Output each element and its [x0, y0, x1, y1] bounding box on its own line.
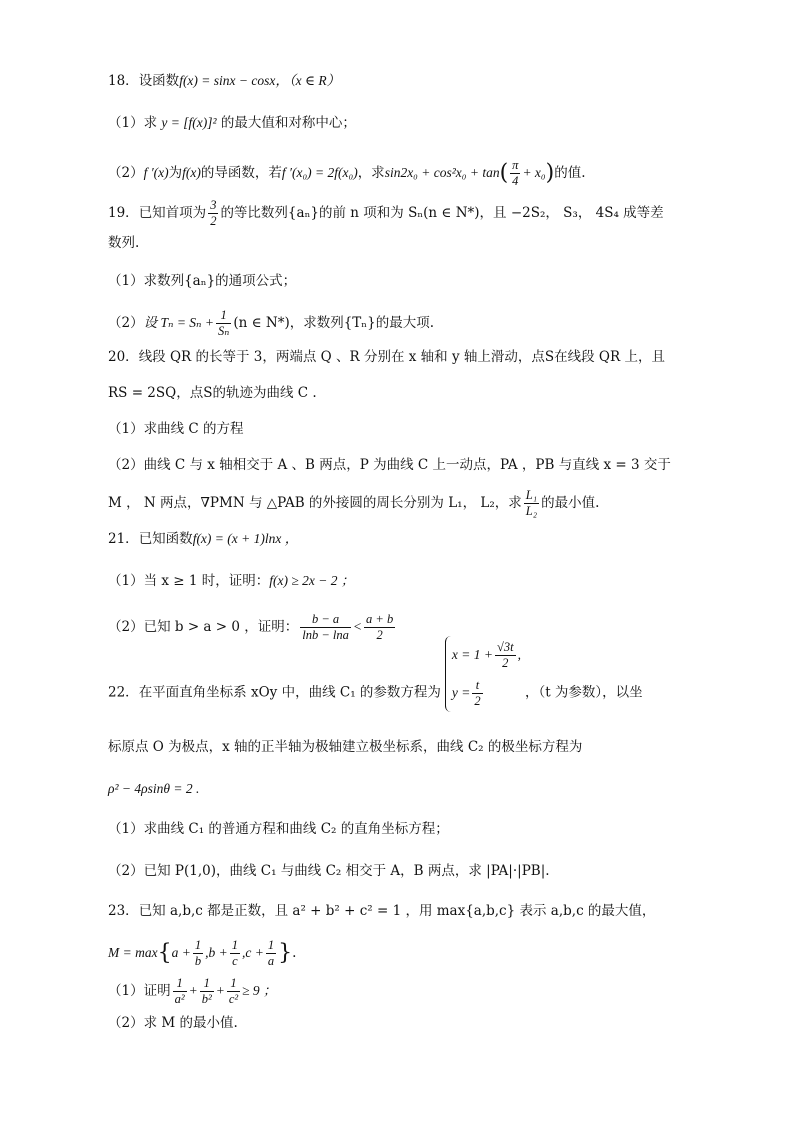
q23-part1-frac1-numerator: 1	[173, 976, 187, 992]
q22-row2-fraction	[472, 678, 482, 709]
q18-part1-text: 求	[143, 115, 158, 131]
q18-pi-denominator: 4	[512, 174, 519, 188]
q19-part1	[108, 270, 296, 292]
q23-part2-number: （2）	[108, 1015, 144, 1031]
q18-part2-text3: ，求	[357, 165, 385, 181]
q21-fraction-left-numerator: b − a	[300, 612, 351, 628]
q19-part2-text1: 设 Tₙ = Sₙ +	[143, 315, 215, 330]
q21-fraction-left	[300, 612, 351, 643]
q22-parametric-system	[445, 636, 521, 712]
q20-number: 20．	[108, 349, 139, 365]
q23-part2	[108, 1012, 238, 1034]
q22-row1-pre: x = 1 +	[451, 647, 493, 662]
q21-part1-math: f(x) ≥ 2x − 2 ；	[269, 573, 355, 588]
q23-part1-frac3-denominator: c²	[228, 992, 239, 1006]
q19-part1-text: 求数列{aₙ}的通项公式；	[143, 273, 297, 289]
q18-part1-number: （1）	[108, 115, 144, 131]
q22-part1	[108, 818, 449, 840]
q23-part2-text: 求 M 的最小值.	[143, 1015, 238, 1031]
q21-part2-text: 已知 b > a > 0 ，证明：	[143, 619, 299, 635]
q23-part1-frac2-numerator: 1	[200, 976, 214, 992]
q22-part2	[108, 860, 550, 882]
q20-stem-text2: RS = 2SQ，点S的轨迹为曲线 C .	[108, 385, 317, 401]
q18-part2-math4: sin2x₀ + cos²x₀ + tan	[384, 165, 500, 180]
q23-plus-1: +	[188, 983, 198, 998]
q22-system-row1	[452, 636, 521, 674]
q21-part1-text: 当 x ≥ 1 时，证明：	[143, 573, 270, 589]
q22-stem-cont	[108, 736, 582, 758]
q21-part2-number: （2）	[108, 619, 144, 635]
q20-part2	[108, 454, 671, 476]
q23-stem	[108, 900, 655, 922]
q19-part2-number: （2）	[108, 315, 144, 331]
q23-left-brace: {	[157, 940, 172, 966]
q23-part1-frac3-numerator: 1	[227, 976, 240, 992]
q18-part2-math5: + x₀	[522, 165, 546, 180]
q18-number: 18．	[108, 73, 139, 89]
q18-part1-post: 的最大值和对称中心；	[220, 115, 356, 131]
q19-part2	[108, 308, 435, 338]
q21-part1	[108, 570, 354, 592]
q22-stem-text2: ，（t 为参数），以坐	[524, 684, 643, 701]
q23-frac-a-denominator: a	[267, 954, 275, 968]
q23-term-b: ,b +	[205, 945, 228, 960]
q20-part1-text: 求曲线 C 的方程	[143, 421, 244, 437]
q22-part2-text: 已知 P(1,0)，曲线 C₁ 与曲线 C₂ 相交于 A，B 两点，求 |PA|·|PB|.	[143, 863, 550, 879]
q23-frac-b	[193, 938, 203, 969]
q23-part1-frac2	[200, 976, 214, 1007]
q18-part2	[108, 158, 586, 188]
q23-plus-2: +	[215, 983, 225, 998]
q20-part2-text3: 的最小值.	[541, 495, 600, 511]
q22-row2-pre: y =	[451, 685, 471, 700]
q20-part1	[108, 418, 244, 440]
q21-number: 21．	[108, 531, 139, 547]
q21-stem-math: f(x) = (x + 1)lnx ，	[192, 531, 299, 546]
q22-row1-fraction	[495, 640, 516, 671]
q19-stem-text3: 数列.	[108, 235, 140, 251]
q21-fraction-right	[364, 612, 395, 643]
q20-ratio-numerator: L₁	[525, 488, 538, 502]
q18-right-paren: )	[545, 160, 555, 186]
q20-stem-cont	[108, 382, 317, 404]
q22-row2-denominator: 2	[474, 693, 481, 708]
q19-part2-fraction	[216, 308, 231, 339]
q22-number: 22．	[108, 684, 139, 701]
q22-row1-numerator: √3t	[497, 639, 514, 654]
q18-part2-number: （2）	[108, 165, 144, 181]
q19-number: 19．	[108, 205, 139, 221]
q23-term-a: a +	[171, 945, 191, 960]
q20-part2-number: （2）	[108, 457, 144, 473]
q23-frac-b-denominator: b	[194, 954, 202, 968]
q23-term-c: ,c +	[241, 945, 264, 960]
q23-max-definition	[108, 938, 297, 968]
q23-part1-number: （1）	[108, 983, 144, 999]
q18-part2-math2: f(x)	[182, 165, 201, 180]
q21-fraction-left-denominator: lnb − lna	[302, 628, 349, 642]
q23-frac-a-numerator: 1	[267, 938, 275, 952]
q19-part1-number: （1）	[108, 273, 144, 289]
q23-part1-frac2-denominator: b²	[201, 992, 212, 1006]
q23-frac-a	[266, 938, 276, 969]
q19-stem	[108, 198, 664, 228]
q20-stem	[108, 346, 665, 368]
q21-stem	[108, 528, 298, 550]
q20-part2-text2: M ， N 两点，∇PMN 与 △PAB 的外接圆的周长分别为 L₁， L₂，求	[108, 495, 522, 511]
q20-ratio-denominator: L₂	[525, 504, 538, 518]
q22-stem	[108, 639, 643, 708]
q21-less-than: <	[352, 619, 363, 634]
q19-part2-numerator: 1	[216, 308, 231, 324]
q19-fraction-numerator: 3	[210, 198, 217, 212]
q22-part2-number: （2）	[108, 863, 144, 879]
q23-frac-c	[230, 938, 240, 969]
q23-part1-frac1	[173, 976, 187, 1007]
q19-stem-cont	[108, 232, 139, 254]
q22-system-row2	[452, 674, 521, 712]
q23-part1-text: 证明	[143, 983, 171, 999]
q23-period: .	[292, 945, 297, 961]
q19-stem-text1: 已知首项为	[138, 205, 207, 221]
q21-part2	[108, 612, 397, 642]
q21-fraction-right-numerator: a + b	[366, 612, 394, 626]
q23-stem-text1: 已知 a,b,c 都是正数，且 a² + b² + c² = 1 ，用 max{a,b,c} 表示 a,b,c 的最大值，	[138, 903, 656, 919]
q22-stem-text1: 在平面直角坐标系 xOy 中，曲线 C₁ 的参数方程为	[138, 684, 441, 701]
q18-stem-text: 设函数	[138, 73, 180, 89]
q23-part1-frac1-denominator: a²	[174, 992, 185, 1006]
q18-part1	[108, 112, 356, 134]
q18-part2-text2: 的导函数，若	[200, 165, 282, 181]
q18-left-paren: (	[499, 160, 509, 186]
q19-fraction	[208, 198, 218, 229]
q23-right-brace: }	[278, 940, 293, 966]
q19-part2-denominator: Sₙ	[218, 324, 230, 338]
q21-part1-number: （1）	[108, 573, 144, 589]
q22-part1-number: （1）	[108, 821, 144, 837]
q18-pi-numerator: π	[512, 158, 519, 172]
q23-part1	[108, 976, 277, 1006]
q22-stem-text3: 标原点 O 为极点，x 轴的正半轴为极轴建立极坐标系，曲线 C₂ 的极坐标方程为	[108, 739, 583, 755]
q20-part2-cont	[108, 488, 600, 518]
q19-part2-text2: (n ∈ N*)，求数列{Tₙ}的最大项.	[233, 315, 435, 331]
q18-part2-math3: f ′(x₀) = 2f(x₀)	[281, 165, 358, 180]
q18-part2-text4: 的值.	[554, 165, 586, 181]
q23-frac-b-numerator: 1	[194, 938, 202, 952]
q20-part1-number: （1）	[108, 421, 144, 437]
q18-stem-math: f(x) = sinx − cosx，（x ∈ R）	[179, 73, 341, 88]
q18-pi-fraction	[510, 158, 520, 189]
q23-part1-post: ≥ 9 ；	[242, 983, 277, 998]
q18-part2-text1: 为	[168, 165, 183, 181]
q23-frac-c-denominator: c	[232, 954, 238, 968]
q21-fraction-right-denominator: 2	[376, 628, 383, 642]
q22-polar-equation	[108, 778, 199, 800]
q18-part2-math1: f ′(x)	[143, 165, 169, 180]
q23-number: 23．	[108, 903, 139, 919]
q19-stem-text2: 的等比数列{aₙ}的前 n 项和为 Sₙ(n ∈ N*)，且 −2S₂， S₃， 4S₄ 成等差	[220, 205, 664, 221]
q22-part1-text: 求曲线 C₁ 的普通方程和曲线 C₂ 的直角坐标方程；	[143, 821, 449, 837]
q23-frac-c-numerator: 1	[231, 938, 238, 952]
q20-stem-text1: 线段 QR 的长等于 3，两端点 Q 、R 分别在 x 轴和 y 轴上滑动，点S在线段 QR 上，且	[138, 349, 665, 365]
q19-fraction-denominator: 2	[210, 214, 217, 228]
q21-stem-text: 已知函数	[138, 531, 193, 547]
q20-ratio-fraction	[524, 488, 539, 519]
q18-part1-math: y = [f(x)]²	[161, 115, 217, 130]
q20-part2-text1: 曲线 C 与 x 轴相交于 A 、B 两点，P 为曲线 C 上一动点，PA ，PB 与直线 x = 3 交于	[143, 457, 671, 473]
q22-stem-text4: ρ² − 4ρsinθ = 2 .	[108, 781, 200, 796]
q18-stem	[108, 70, 340, 92]
q22-row1-denominator: 2	[502, 655, 509, 670]
q23-part1-frac3	[227, 976, 240, 1007]
q22-row1-post: ,	[517, 647, 521, 662]
q22-row2-numerator: t	[472, 678, 482, 694]
q23-m-label: M = max	[108, 945, 158, 960]
